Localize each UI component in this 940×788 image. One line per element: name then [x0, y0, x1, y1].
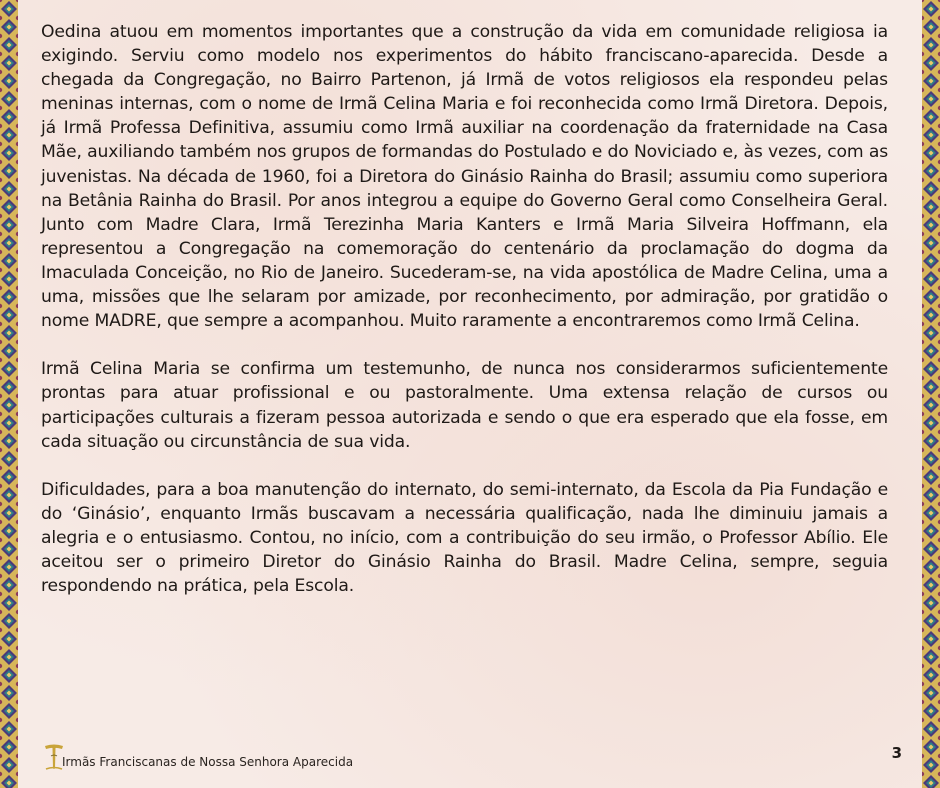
organization-name: Irmãs Franciscanas de Nossa Senhora Aparecida: [62, 755, 354, 769]
right-decorative-border: [922, 0, 940, 788]
page-number: 3: [891, 744, 902, 762]
paragraph-1: Oedina atuou em momentos importantes que a construção da vida em comunidade religiosa ia exigindo. Serviu como modelo nos experimentos do hábito franciscano-aparecida. Desde a chegada da Congregação, no Bairro Partenon, já Irmã de votos religiosos ela respondeu pelas meninas internas, com o nome de Irmã Celina Maria e foi reconhecida como Irmã Diretora. Depois, já Irmã Professa Definitiva, assumiu como Irmã auxiliar na coordenação da fraternidade na Casa Mãe, auxiliando também nos grupos de formandas do Postulado e do Noviciado e, às vezes, com as juvenistas. Na década de 1960, foi a Diretora do Ginásio Rainha do Brasil; assumiu como superiora na Betânia Rainha do Brasil. Por anos integrou a equipe do Governo Geral como Conselheira Geral. Junto com Madre Clara, Irmã Terezinha Maria Kanters e Irmã Maria Silveira Hoffmann, ela representou a Congregação na comemoração do centenário da proclamação do dogma da Imaculada Conceição, no Rio de Janeiro. Sucederam-se, na vida apostólica de Madre Celina, uma a uma, missões que lhe selaram por amizade, por reconhecimento, por admiração, por gratidão o nome MADRE, que sempre a acompanhou. Muito raramente a encontraremos como Irmã Celina.: [41, 22, 888, 332]
paragraph-3: Dificuldades, para a boa manutenção do internato, do semi-internato, da Escola da Pia Fundação e do ‘Ginásio’, enquanto Irmãs buscavam a necessária qualificação, nada lhe diminuiu jamais a alegria e o entusiasmo. Contou, no início, com a contribuição do seu irmão, o Professor Abílio. Ele aceitou ser o primeiro Diretor do Ginásio Rainha do Brasil. Madre Celina, sempre, seguia respondendo na prática, pela Escola.: [41, 479, 888, 597]
body-text: [41, 20, 888, 598]
paragraph-2: Irmã Celina Maria se confirma um testemunho, de nunca nos considerarmos suficientemente prontas para atuar profissional e ou pastoralmente. Uma extensa relação de cursos ou participações culturais a fizeram pessoa autorizada e sendo o que era esperado que ela fosse, em cada situação ou circunstância de sua vida.: [41, 359, 888, 452]
franciscan-tau-cross-icon: [42, 742, 66, 772]
footer: [42, 740, 353, 772]
left-decorative-border: [0, 0, 18, 788]
